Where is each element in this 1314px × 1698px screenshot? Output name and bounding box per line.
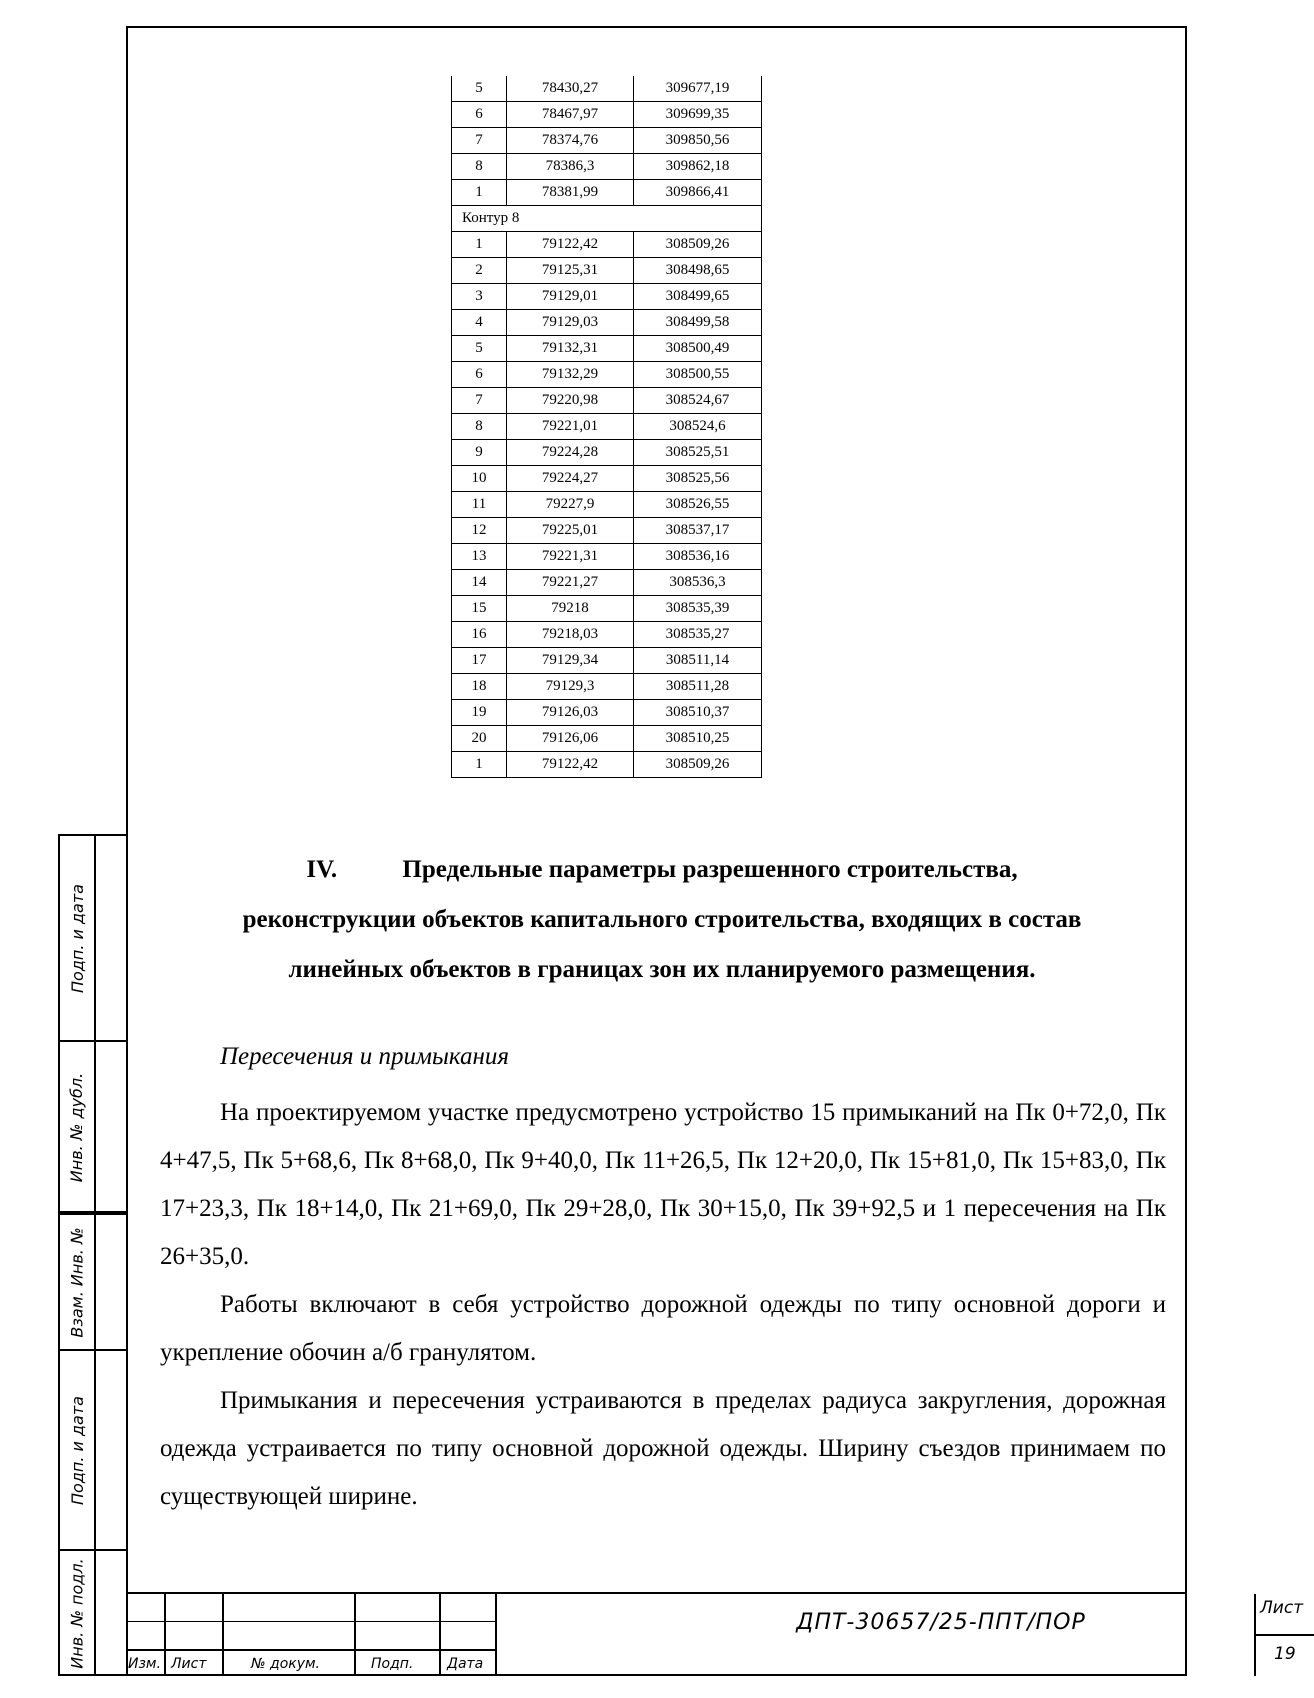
sheet-label: Лист <box>1260 1598 1304 1618</box>
col-date-label: Дата <box>447 1656 484 1672</box>
coordinates-table <box>451 76 762 778</box>
x-coordinate: 79132,31 <box>507 336 634 362</box>
y-coordinate: 308511,28 <box>634 674 762 700</box>
col-doc-label: № докум. <box>251 1656 321 1672</box>
table-row <box>452 752 762 778</box>
y-coordinate: 308537,17 <box>634 518 762 544</box>
side-stamp-upper <box>58 834 126 1213</box>
x-coordinate: 79126,06 <box>507 726 634 752</box>
col-sheet-label: Лист <box>171 1656 207 1672</box>
x-coordinate: 79221,01 <box>507 414 634 440</box>
table-row <box>452 466 762 492</box>
table-row <box>452 726 762 752</box>
table-row <box>452 518 762 544</box>
paragraph-2: Работы включают в себя устройство дорожной одежды по типу основной дороги и укрепление обочин а/б гранулятом. <box>160 1291 1166 1366</box>
table-row <box>452 362 762 388</box>
x-coordinate: 79129,01 <box>507 284 634 310</box>
table-row <box>452 674 762 700</box>
document-code: ДПТ-30657/25-ППТ/ПОР <box>796 1610 1086 1635</box>
table-row <box>452 414 762 440</box>
y-coordinate: 308525,56 <box>634 466 762 492</box>
y-coordinate: 308510,25 <box>634 726 762 752</box>
table-row <box>452 440 762 466</box>
section-heading <box>160 845 1164 995</box>
table-row <box>452 596 762 622</box>
point-number: 19 <box>452 700 507 726</box>
y-coordinate: 309677,19 <box>634 76 762 102</box>
side-stamp-lower <box>58 1213 126 1676</box>
table-row <box>452 76 762 102</box>
x-coordinate: 78381,99 <box>507 180 634 206</box>
table-row <box>452 258 762 284</box>
title-block <box>126 1592 1304 1676</box>
point-number: 3 <box>452 284 507 310</box>
y-coordinate: 308524,6 <box>634 414 762 440</box>
y-coordinate: 309699,35 <box>634 102 762 128</box>
point-number: 9 <box>452 440 507 466</box>
paragraph-3: Примыкания и пересечения устраиваются в пределах радиуса закругления, дорожная одежда устраивается по типу основной дорожной одежды. Ширину съездов принимаем по существующей ширине. <box>160 1387 1166 1510</box>
point-number: 1 <box>452 180 507 206</box>
point-number: 18 <box>452 674 507 700</box>
point-number: 15 <box>452 596 507 622</box>
table-row <box>452 128 762 154</box>
point-number: 7 <box>452 388 507 414</box>
y-coordinate: 308536,3 <box>634 570 762 596</box>
table-row <box>452 388 762 414</box>
point-number: 11 <box>452 492 507 518</box>
y-coordinate: 308536,16 <box>634 544 762 570</box>
table-row <box>452 492 762 518</box>
point-number: 8 <box>452 414 507 440</box>
point-number: 5 <box>452 76 507 102</box>
x-coordinate: 78430,27 <box>507 76 634 102</box>
paragraph-1: На проектируемом участке предусмотрено устройство 15 примыканий на Пк 0+72,0, Пк 4+47,5, Пк 5+68,6, Пк 8+68,0, Пк 9+40,0, Пк 11+26,5, Пк 12+20,0, Пк 15+81,0, Пк 15+83,0, Пк 17+23,3, Пк 18+14,0, Пк 21+69,0, Пк 29+28,0, Пк 30+15,0, Пк 39+92,5 и 1 пересечения на Пк 26+35,0. <box>160 1099 1166 1270</box>
y-coordinate: 308535,39 <box>634 596 762 622</box>
col-change-label: Изм. <box>128 1656 161 1672</box>
table-row <box>452 544 762 570</box>
x-coordinate: 79122,42 <box>507 752 634 778</box>
point-number: 6 <box>452 102 507 128</box>
sign-date-label-2: Подп. и дата <box>67 1395 87 1505</box>
point-number: 8 <box>452 154 507 180</box>
x-coordinate: 79221,31 <box>507 544 634 570</box>
x-coordinate: 79225,01 <box>507 518 634 544</box>
table-row <box>452 648 762 674</box>
dup-inv-label: Инв. № дубл. <box>67 1072 87 1183</box>
contour-header-row <box>452 206 762 232</box>
y-coordinate: 308500,55 <box>634 362 762 388</box>
table-row <box>452 284 762 310</box>
heading-line-1: IV. Предельные параметры разрешенного строительства, <box>160 845 1164 895</box>
replace-inv-label: Взам. Инв. № <box>67 1226 87 1338</box>
y-coordinate: 308526,55 <box>634 492 762 518</box>
x-coordinate: 79224,28 <box>507 440 634 466</box>
y-coordinate: 308535,27 <box>634 622 762 648</box>
point-number: 17 <box>452 648 507 674</box>
heading-number: IV. <box>306 856 338 883</box>
point-number: 1 <box>452 232 507 258</box>
table-row <box>452 232 762 258</box>
y-coordinate: 308525,51 <box>634 440 762 466</box>
x-coordinate: 78386,3 <box>507 154 634 180</box>
sign-date-label-1: Подп. и дата <box>67 883 87 993</box>
x-coordinate: 79227,9 <box>507 492 634 518</box>
heading-line-3: линейных объектов в границах зон их планируемого размещения. <box>288 956 1036 983</box>
subheading: Пересечения и примыкания <box>220 1043 509 1070</box>
table-row <box>452 336 762 362</box>
point-number: 12 <box>452 518 507 544</box>
point-number: 10 <box>452 466 507 492</box>
y-coordinate: 309850,56 <box>634 128 762 154</box>
x-coordinate: 79224,27 <box>507 466 634 492</box>
y-coordinate: 308498,65 <box>634 258 762 284</box>
y-coordinate: 308511,14 <box>634 648 762 674</box>
point-number: 5 <box>452 336 507 362</box>
table-row <box>452 570 762 596</box>
table-row <box>452 180 762 206</box>
point-number: 1 <box>452 752 507 778</box>
y-coordinate: 309862,18 <box>634 154 762 180</box>
table-row <box>452 154 762 180</box>
sheet-number: 19 <box>1274 1644 1296 1664</box>
y-coordinate: 308524,67 <box>634 388 762 414</box>
x-coordinate: 79129,03 <box>507 310 634 336</box>
point-number: 14 <box>452 570 507 596</box>
x-coordinate: 79129,3 <box>507 674 634 700</box>
y-coordinate: 308499,58 <box>634 310 762 336</box>
x-coordinate: 79218,03 <box>507 622 634 648</box>
x-coordinate: 78374,76 <box>507 128 634 154</box>
y-coordinate: 308509,26 <box>634 752 762 778</box>
point-number: 7 <box>452 128 507 154</box>
point-number: 20 <box>452 726 507 752</box>
table-row <box>452 310 762 336</box>
x-coordinate: 79129,34 <box>507 648 634 674</box>
y-coordinate: 308499,65 <box>634 284 762 310</box>
y-coordinate: 308510,37 <box>634 700 762 726</box>
orig-inv-label: Инв. № подл. <box>67 1558 87 1669</box>
y-coordinate: 308509,26 <box>634 232 762 258</box>
x-coordinate: 78467,97 <box>507 102 634 128</box>
contour-label: Контур 8 <box>452 206 762 232</box>
point-number: 16 <box>452 622 507 648</box>
table-row <box>452 700 762 726</box>
y-coordinate: 308500,49 <box>634 336 762 362</box>
col-sign-label: Подп. <box>371 1656 414 1672</box>
point-number: 6 <box>452 362 507 388</box>
x-coordinate: 79132,29 <box>507 362 634 388</box>
point-number: 4 <box>452 310 507 336</box>
x-coordinate: 79122,42 <box>507 232 634 258</box>
point-number: 2 <box>452 258 507 284</box>
x-coordinate: 79221,27 <box>507 570 634 596</box>
y-coordinate: 309866,41 <box>634 180 762 206</box>
table-row <box>452 102 762 128</box>
x-coordinate: 79220,98 <box>507 388 634 414</box>
table-row <box>452 622 762 648</box>
heading-line-2: реконструкции объектов капитального строительства, входящих в состав <box>242 906 1082 933</box>
x-coordinate: 79126,03 <box>507 700 634 726</box>
x-coordinate: 79218 <box>507 596 634 622</box>
point-number: 13 <box>452 544 507 570</box>
x-coordinate: 79125,31 <box>507 258 634 284</box>
